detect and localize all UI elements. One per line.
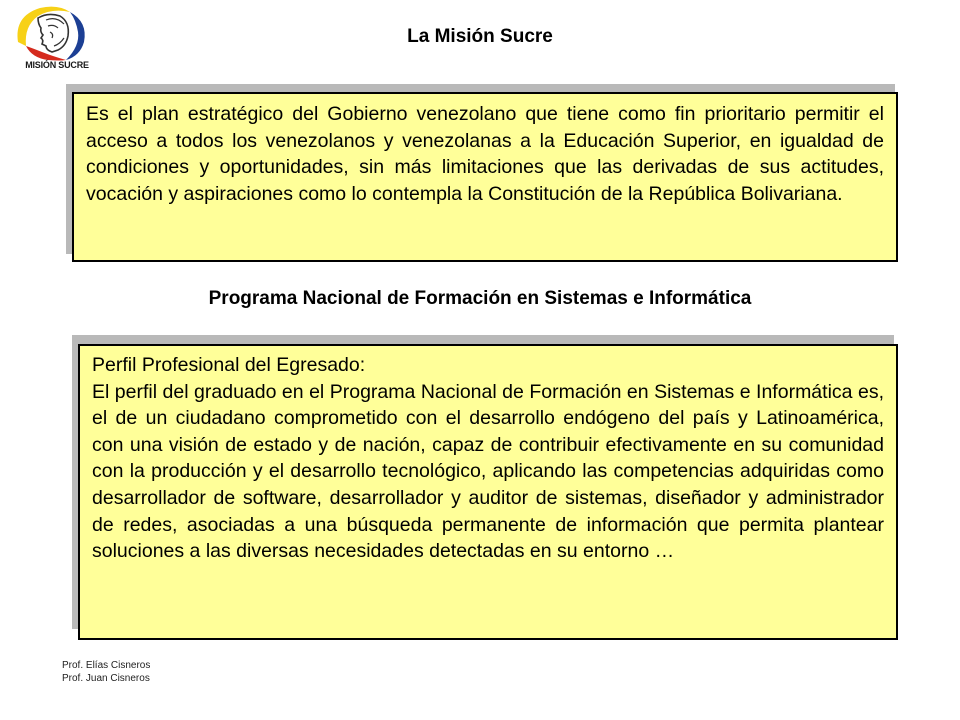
logo-text: MISIÓN SUCRE	[25, 60, 89, 70]
profile-text: El perfil del graduado en el Programa Nacional de Formación en Sistemas e Informática es, el de un ciudadano comprometido con el desarrollo endógeno del país y Latinoamérica, con una visión de estado y de nación, capaz de contribuir efectivamente en su comunidad con la producción y el desarrollo tecnológico, aplicando las competencias adquiridas como desarrollador de software, desarrollador y auditor de sistemas, diseñador y administrador de redes, asociadas a una búsqueda permanente de información que permita plantear soluciones a las diversas necesidades detectadas en su entorno …	[92, 380, 884, 563]
intro-text: Es el plan estratégico del Gobierno venezolano que tiene como fin prioritario permitir el acceso a todos los venezolanos y venezolanas a la Educación Superior, en igualdad de condiciones y oportunidades, sin más limitaciones que las derivadas de sus actitudes, vocación y aspiraciones como lo contempla la Constitución de la República Bolivariana.	[86, 103, 884, 205]
credits	[62, 659, 150, 685]
credit-line-1: Prof. Elías Cisneros	[62, 660, 151, 671]
program-title: Programa Nacional de Formación en Sistemas e Informática	[208, 288, 752, 309]
profile-box	[78, 344, 898, 640]
intro-box	[72, 92, 898, 262]
page-title: La Misión Sucre	[407, 26, 553, 47]
profile-heading: Perfil Profesional del Egresado:	[92, 354, 366, 376]
credit-line-2: Prof. Juan Cisneros	[62, 673, 150, 684]
